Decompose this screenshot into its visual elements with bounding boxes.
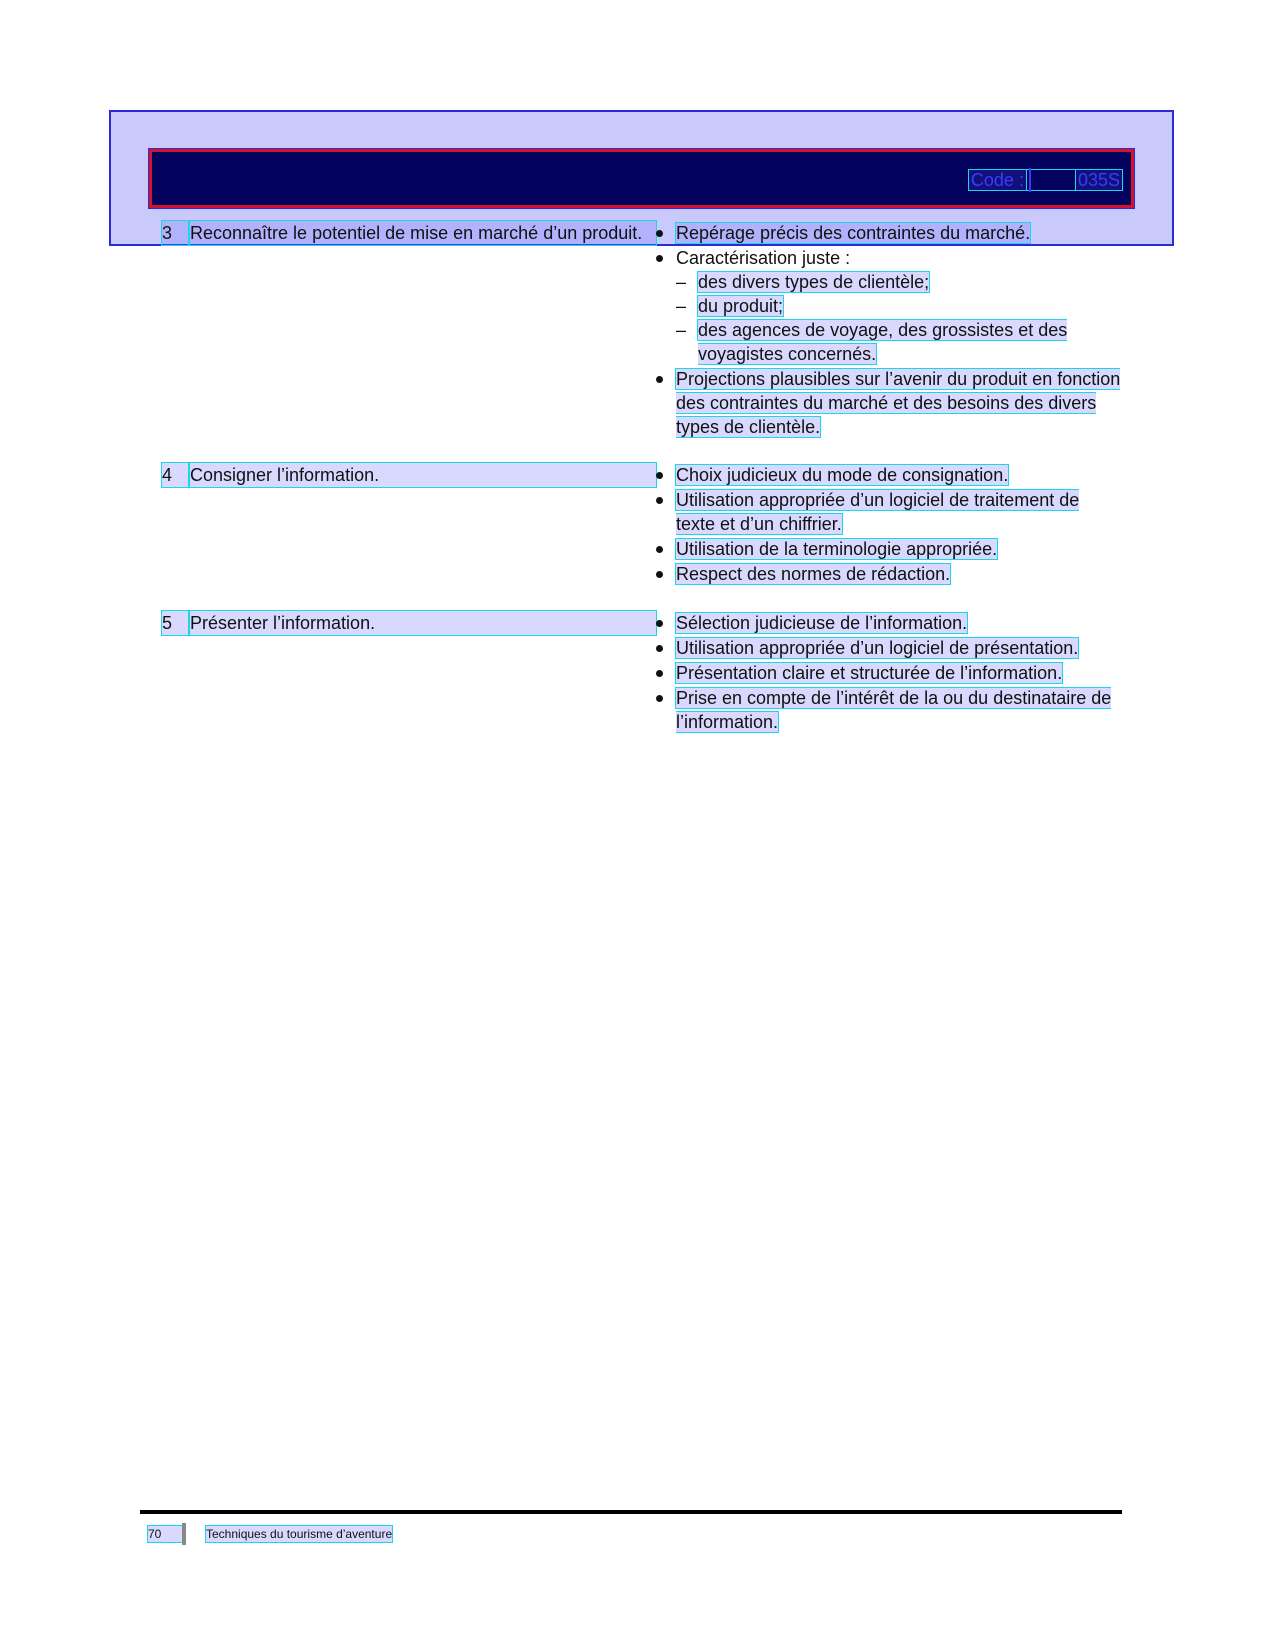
criterion xyxy=(652,562,1122,586)
element-5 xyxy=(162,611,656,635)
bullet-icon xyxy=(656,255,663,262)
sub-item xyxy=(676,294,1122,318)
element-text: Présenter l’information. xyxy=(190,611,656,635)
criterion-text: Présentation claire et structurée de l’information. xyxy=(676,663,1063,683)
criterion xyxy=(652,661,1122,685)
dash-icon: – xyxy=(676,272,687,292)
sub-item xyxy=(676,318,1122,366)
element-4 xyxy=(162,463,656,487)
footer xyxy=(148,1526,392,1542)
criterion xyxy=(652,367,1122,439)
page-number: 70 xyxy=(148,1526,182,1542)
criterion-text: Sélection judicieuse de l’information. xyxy=(676,613,968,633)
footer-title: Techniques du tourisme d’aventure xyxy=(206,1527,393,1541)
element-number: 3 xyxy=(162,221,188,245)
bullet-icon xyxy=(656,620,663,627)
bullet-icon xyxy=(656,670,663,677)
criteria-list-3 xyxy=(652,221,1122,440)
bullet-icon xyxy=(656,472,663,479)
bullet-icon xyxy=(656,695,663,702)
criterion xyxy=(652,686,1122,734)
criterion xyxy=(652,463,1122,487)
element-text: Reconnaître le potentiel de mise en marché d’un produit. xyxy=(190,221,656,245)
bullet-icon xyxy=(656,571,663,578)
bullet-icon xyxy=(656,546,663,553)
criterion xyxy=(652,221,1122,245)
criterion-text: Caractérisation juste : xyxy=(676,248,851,268)
sub-item-text: des divers types de clientèle; xyxy=(698,272,930,292)
criterion-text: Utilisation de la terminologie appropriée. xyxy=(676,539,998,559)
code-label: Code : xyxy=(968,169,1027,191)
criterion-text: Choix judicieux du mode de consignation. xyxy=(676,465,1009,485)
code-value: 035S xyxy=(1075,169,1123,191)
element-number: 5 xyxy=(162,611,188,635)
criterion xyxy=(652,636,1122,660)
criterion-text: Utilisation appropriée d’un logiciel de traitement de texte et d’un chiffrier. xyxy=(676,490,1080,534)
bullet-icon xyxy=(656,230,663,237)
footer-rule xyxy=(140,1510,1122,1514)
criteria-list-4 xyxy=(652,463,1122,587)
dash-icon: – xyxy=(676,296,687,316)
code-field xyxy=(968,170,1123,190)
footer-separator xyxy=(182,1523,186,1545)
sub-item-text: du produit; xyxy=(698,296,784,316)
bullet-icon xyxy=(656,376,663,383)
criterion xyxy=(652,537,1122,561)
bullet-icon xyxy=(656,645,663,652)
criterion xyxy=(652,246,1122,366)
element-text: Consigner l’information. xyxy=(190,463,656,487)
criterion-text: Prise en compte de l’intérêt de la ou du destinataire de l’information. xyxy=(676,688,1112,732)
header-bar xyxy=(149,149,1134,208)
criterion xyxy=(652,611,1122,635)
code-divider xyxy=(1027,169,1075,191)
sub-item-text: des agences de voyage, des grossistes et des voyagistes concernés. xyxy=(698,320,1068,364)
criterion-text: Repérage précis des contraintes du marché. xyxy=(676,223,1031,243)
criterion-text: Utilisation appropriée d’un logiciel de présentation. xyxy=(676,638,1079,658)
criterion-text: Projections plausibles sur l’avenir du produit en fonction des contraintes du marché et des besoins des divers types de clientèle. xyxy=(676,369,1121,437)
dash-icon: – xyxy=(676,320,687,340)
sub-list xyxy=(676,270,1122,366)
criterion xyxy=(652,488,1122,536)
element-3 xyxy=(162,221,656,245)
element-number: 4 xyxy=(162,463,188,487)
criteria-list-5 xyxy=(652,611,1122,735)
criterion-text: Respect des normes de rédaction. xyxy=(676,564,951,584)
bullet-icon xyxy=(656,497,663,504)
sub-item xyxy=(676,270,1122,294)
